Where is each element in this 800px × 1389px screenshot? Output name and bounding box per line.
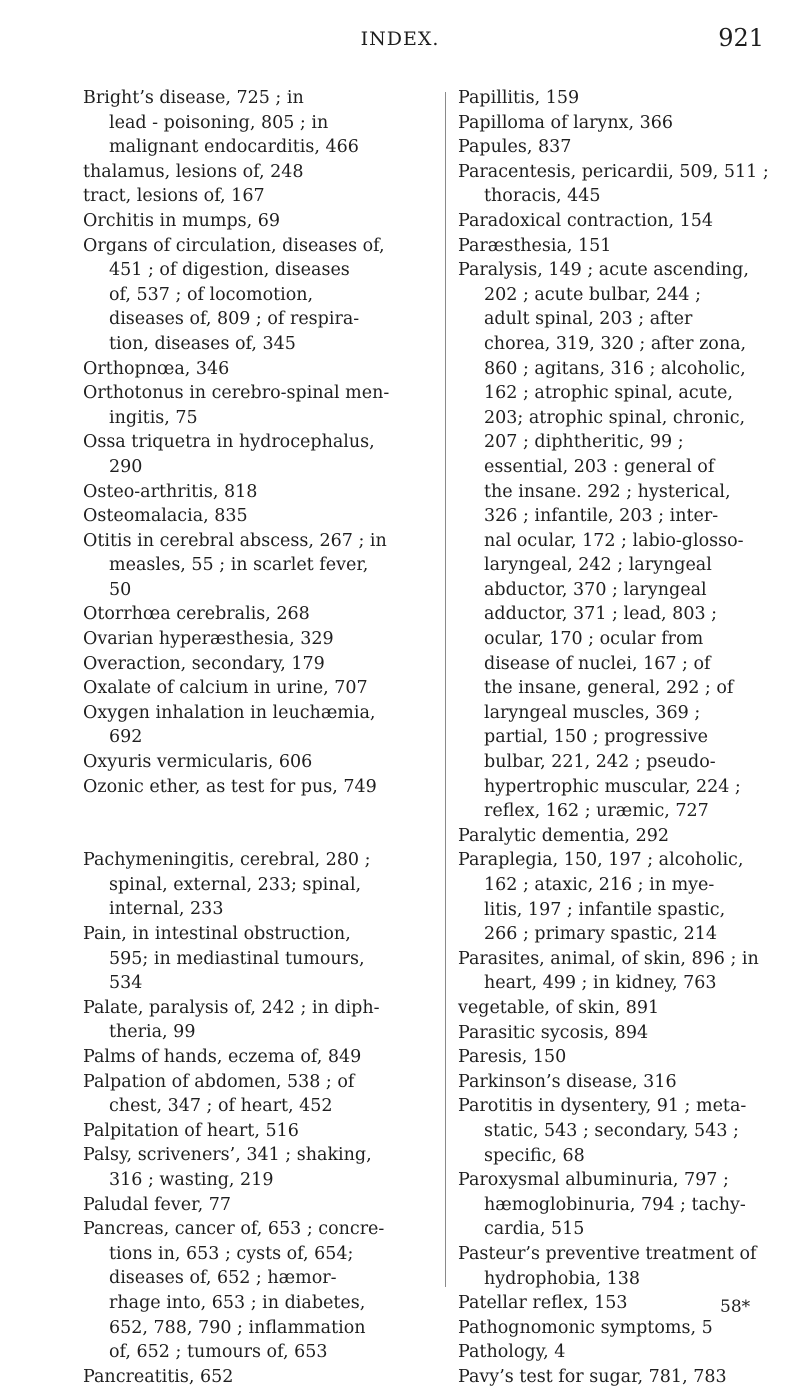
index-entry: [83, 430, 443, 479]
index-entry-line: Otorrhœa cerebralis, 268: [83, 604, 310, 625]
index-entry: [83, 922, 443, 996]
index-entry: [83, 184, 443, 209]
left-column: [83, 86, 443, 1389]
index-entry-line: chest, 347 ; of heart, 452: [109, 1096, 333, 1117]
index-entry-line: Parasitic sycosis, 894: [458, 1022, 649, 1043]
index-entry-line: 595; in mediastinal tumours,: [109, 948, 365, 969]
index-entry: [83, 1193, 443, 1218]
index-entry-line: Organs of circulation, diseases of,: [83, 235, 385, 256]
index-entry-line: 162 ; ataxic, 216 ; in mye-: [484, 875, 715, 895]
index-entry-line: Oxalate of calcium in urine, 707: [83, 678, 368, 699]
index-entry-line: Parotitis in dysentery, 91 ; meta-: [458, 1096, 747, 1117]
index-entry-line: abductor, 370 ; laryngeal: [484, 579, 707, 600]
index-entry: [83, 209, 443, 234]
index-entry-line: 326 ; infantile, 203 ; inter-: [484, 506, 719, 527]
index-entry-line: 50: [109, 579, 132, 600]
index-entry-line: Orthotonus in cerebro-spinal men-: [83, 383, 390, 404]
index-entry-line: thalamus, lesions of, 248: [83, 161, 304, 182]
index-entry-line: hydrophobia, 138: [484, 1268, 641, 1289]
index-entry-line: specific, 68: [484, 1145, 585, 1166]
index-entry: [83, 775, 443, 800]
index-entry-line: thoracis, 445: [484, 186, 601, 207]
index-entry-line: Pathology, 4: [458, 1342, 566, 1363]
index-entry-line: Otitis in cerebral abscess, 267 ; in: [83, 530, 387, 551]
index-entry-line: Paræsthesia, 151: [458, 235, 612, 256]
index-entry-line: Pancreatitis, 652: [83, 1366, 234, 1387]
index-entry: [458, 160, 788, 209]
index-entry-line: Pancreas, cancer of, 653 ; concre-: [83, 1219, 385, 1240]
index-entry: [458, 1340, 788, 1365]
index-entry: [83, 234, 443, 357]
index-entry: [83, 381, 443, 430]
index-entry-line: 451 ; of digestion, diseases: [109, 260, 350, 281]
index-entry-line: tions in, 653 ; cysts of, 654;: [109, 1243, 354, 1264]
index-entry-line: internal, 233: [109, 899, 224, 920]
index-entry: [458, 135, 788, 160]
index-entry: [458, 1168, 788, 1242]
index-entry-line: cardia, 515: [484, 1219, 585, 1240]
index-entry: [458, 209, 788, 234]
index-entry: [83, 602, 443, 627]
index-entry-line: Paralytic dementia, 292: [458, 825, 670, 846]
index-entry-line: Ossa triquetra in hydrocephalus,: [83, 432, 375, 453]
index-entry-line: Patellar reflex, 153: [458, 1293, 628, 1314]
index-entry-line: Osteo-arthritis, 818: [83, 481, 258, 502]
index-entry-line: 203; atrophic spinal, chronic,: [484, 407, 746, 428]
index-entry-line: Pasteur’s preventive treatment of: [458, 1243, 757, 1264]
index-entry-line: 162 ; atrophic spinal, acute,: [484, 383, 733, 404]
index-entry: [458, 1316, 788, 1341]
index-entry-line: the insane, general, 292 ; of: [484, 678, 734, 699]
section-gap: [83, 799, 443, 848]
right-column: [458, 86, 788, 1389]
index-entry: [83, 357, 443, 382]
index-entry-line: 652, 788, 790 ; inflammation: [109, 1317, 366, 1338]
index-entry-line: Palate, paralysis of, 242 ; in diph-: [83, 997, 380, 1018]
index-entry-line: Bright’s disease, 725 ; in: [83, 88, 304, 108]
index-entry-line: vegetable, of skin, 891: [458, 997, 660, 1018]
index-entry: [83, 529, 443, 603]
index-entry: [83, 750, 443, 775]
index-entry-line: litis, 197 ; infantile spastic,: [484, 899, 726, 920]
left-index-group-o: [83, 86, 443, 799]
index-entry: [458, 1070, 788, 1095]
index-entry: [83, 701, 443, 750]
index-entry-line: Orchitis in mumps, 69: [83, 210, 281, 231]
index-entry-line: Osteomalacia, 835: [83, 506, 248, 527]
index-entry-line: Overaction, secondary, 179: [83, 653, 325, 674]
index-entry-line: of, 652 ; tumours of, 653: [109, 1342, 328, 1363]
index-entry-line: Ozonic ether, as test for pus, 749: [83, 776, 377, 797]
index-entry: [458, 1021, 788, 1046]
index-entry-line: laryngeal muscles, 369 ;: [484, 702, 701, 723]
index-entry: [458, 1094, 788, 1168]
index-entry-line: Palpitation of heart, 516: [83, 1120, 299, 1141]
index-entry-line: 316 ; wasting, 219: [109, 1169, 274, 1190]
index-entry: [458, 1242, 788, 1291]
index-entry-line: Parkinson’s disease, 316: [458, 1071, 677, 1092]
page-number: 921: [718, 24, 764, 52]
index-entry-line: Parasites, animal, of skin, 896 ; in: [458, 948, 759, 969]
index-entry-line: measles, 55 ; in scarlet fever,: [109, 555, 369, 576]
index-entry-line: Ovarian hyperæsthesia, 329: [83, 629, 334, 650]
index-entry-line: essential, 203 : general of: [484, 456, 715, 477]
index-entry-line: Palpation of abdomen, 538 ; of: [83, 1071, 355, 1092]
running-head: INDEX.: [360, 28, 440, 50]
index-entry-line: reflex, 162 ; uræmic, 727: [484, 801, 709, 822]
index-entry: [83, 1143, 443, 1192]
index-entry-line: Paludal fever, 77: [83, 1194, 231, 1215]
index-entry-line: 266 ; primary spastic, 214: [484, 924, 717, 945]
index-entry: [83, 1119, 443, 1144]
index-entry: [458, 1365, 788, 1389]
page-header: [0, 24, 800, 58]
index-entry: [458, 848, 788, 946]
index-entry: [83, 1365, 443, 1389]
column-rule: [445, 92, 446, 1287]
index-entry-line: Pachymeningitis, cerebral, 280 ;: [83, 850, 371, 871]
index-entry-line: Paracentesis, pericardii, 509, 511 ;: [458, 161, 769, 182]
index-entry-line: theria, 99: [109, 1022, 196, 1043]
index-entry-line: of, 537 ; of locomotion,: [109, 284, 314, 305]
index-entry-line: Palsy, scriveners’, 341 ; shaking,: [83, 1145, 372, 1166]
index-entry: [458, 947, 788, 996]
index-entry: [458, 234, 788, 259]
index-entry: [458, 258, 788, 824]
left-index-group-p: [83, 848, 443, 1389]
index-entry-line: tion, diseases of, 345: [109, 333, 296, 354]
index-entry-line: heart, 499 ; in kidney, 763: [484, 973, 717, 994]
index-entry-line: Paraplegia, 150, 197 ; alcoholic,: [458, 850, 744, 871]
index-entry: [458, 86, 788, 111]
index-entry: [458, 111, 788, 136]
index-entry: [83, 996, 443, 1045]
index-entry: [83, 627, 443, 652]
index-entry-line: Papilloma of larynx, 366: [458, 112, 674, 133]
index-entry-line: adult spinal, 203 ; after: [484, 309, 693, 330]
index-entry: [83, 504, 443, 529]
index-entry: [458, 996, 788, 1021]
index-entry: [83, 480, 443, 505]
index-entry-line: Palms of hands, eczema of, 849: [83, 1046, 362, 1067]
index-entry-line: 534: [109, 973, 143, 994]
index-entry-line: diseases of, 809 ; of respira-: [109, 309, 360, 330]
index-entry-line: chorea, 319, 320 ; after zona,: [484, 333, 747, 354]
index-entry-line: 202 ; acute bulbar, 244 ;: [484, 284, 702, 305]
index-entry-line: nal ocular, 172 ; labio-glosso-: [484, 530, 744, 551]
index-entry-line: hæmoglobinuria, 794 ; tachy-: [484, 1194, 746, 1215]
index-entry-line: 860 ; agitans, 316 ; alcoholic,: [484, 358, 746, 379]
signature-mark: 58*: [720, 1297, 751, 1317]
index-entry-line: Papillitis, 159: [458, 88, 580, 108]
index-entry-line: Papules, 837: [458, 137, 572, 158]
index-entry-line: Paradoxical contraction, 154: [458, 210, 714, 231]
index-entry: [83, 160, 443, 185]
index-entry-line: Oxyuris vermicularis, 606: [83, 752, 313, 773]
index-entry-line: Orthopnœa, 346: [83, 358, 230, 379]
index-entry-line: 692: [109, 727, 143, 748]
index-entry-line: Paresis, 150: [458, 1047, 567, 1068]
index-entry: [83, 86, 443, 160]
index-entry-line: adductor, 371 ; lead, 803 ;: [484, 604, 718, 625]
index-entry-line: diseases of, 652 ; hæmor-: [109, 1268, 337, 1289]
index-entry-line: Pavy’s test for sugar, 781, 783: [458, 1366, 727, 1387]
index-entry: [83, 676, 443, 701]
index-entry-line: partial, 150 ; progressive: [484, 727, 709, 748]
index-entry: [83, 848, 443, 922]
index-entry: [458, 824, 788, 849]
index-entry-line: tract, lesions of, 167: [83, 186, 265, 207]
index-entry-line: rhage into, 653 ; in diabetes,: [109, 1292, 366, 1313]
index-entry-line: Oxygen inhalation in leuchæmia,: [83, 702, 376, 723]
index-entry-line: 290: [109, 456, 143, 477]
index-entry-line: Pain, in intestinal obstruction,: [83, 924, 351, 944]
index-entry: [83, 1045, 443, 1070]
index-entry-line: lead - poisoning, 805 ; in: [109, 112, 329, 133]
index-entry-line: ocular, 170 ; ocular from: [484, 629, 704, 650]
index-entry: [83, 1070, 443, 1119]
index-entry-line: ingitis, 75: [109, 407, 198, 428]
index-entry-line: Paralysis, 149 ; acute ascending,: [458, 260, 749, 281]
index-entry-line: 207 ; diphtheritic, 99 ;: [484, 432, 684, 453]
index-entry-line: malignant endocarditis, 466: [109, 137, 359, 158]
index-entry-line: static, 543 ; secondary, 543 ;: [484, 1120, 739, 1141]
index-entry-line: bulbar, 221, 242 ; pseudo-: [484, 752, 716, 773]
index-entry: [458, 1045, 788, 1070]
index-entry-line: laryngeal, 242 ; laryngeal: [484, 555, 712, 576]
index-entry: [83, 652, 443, 677]
index-entry-line: hypertrophic muscular, 224 ;: [484, 776, 741, 797]
index-entry-line: Paroxysmal albuminuria, 797 ;: [458, 1170, 729, 1191]
index-entry: [83, 1217, 443, 1365]
index-entry-line: the insane. 292 ; hysterical,: [484, 481, 731, 502]
index-entry-line: spinal, external, 233; spinal,: [109, 874, 362, 895]
index-entry-line: disease of nuclei, 167 ; of: [484, 653, 711, 674]
index-entry-line: Pathognomonic symptoms, 5: [458, 1317, 713, 1338]
